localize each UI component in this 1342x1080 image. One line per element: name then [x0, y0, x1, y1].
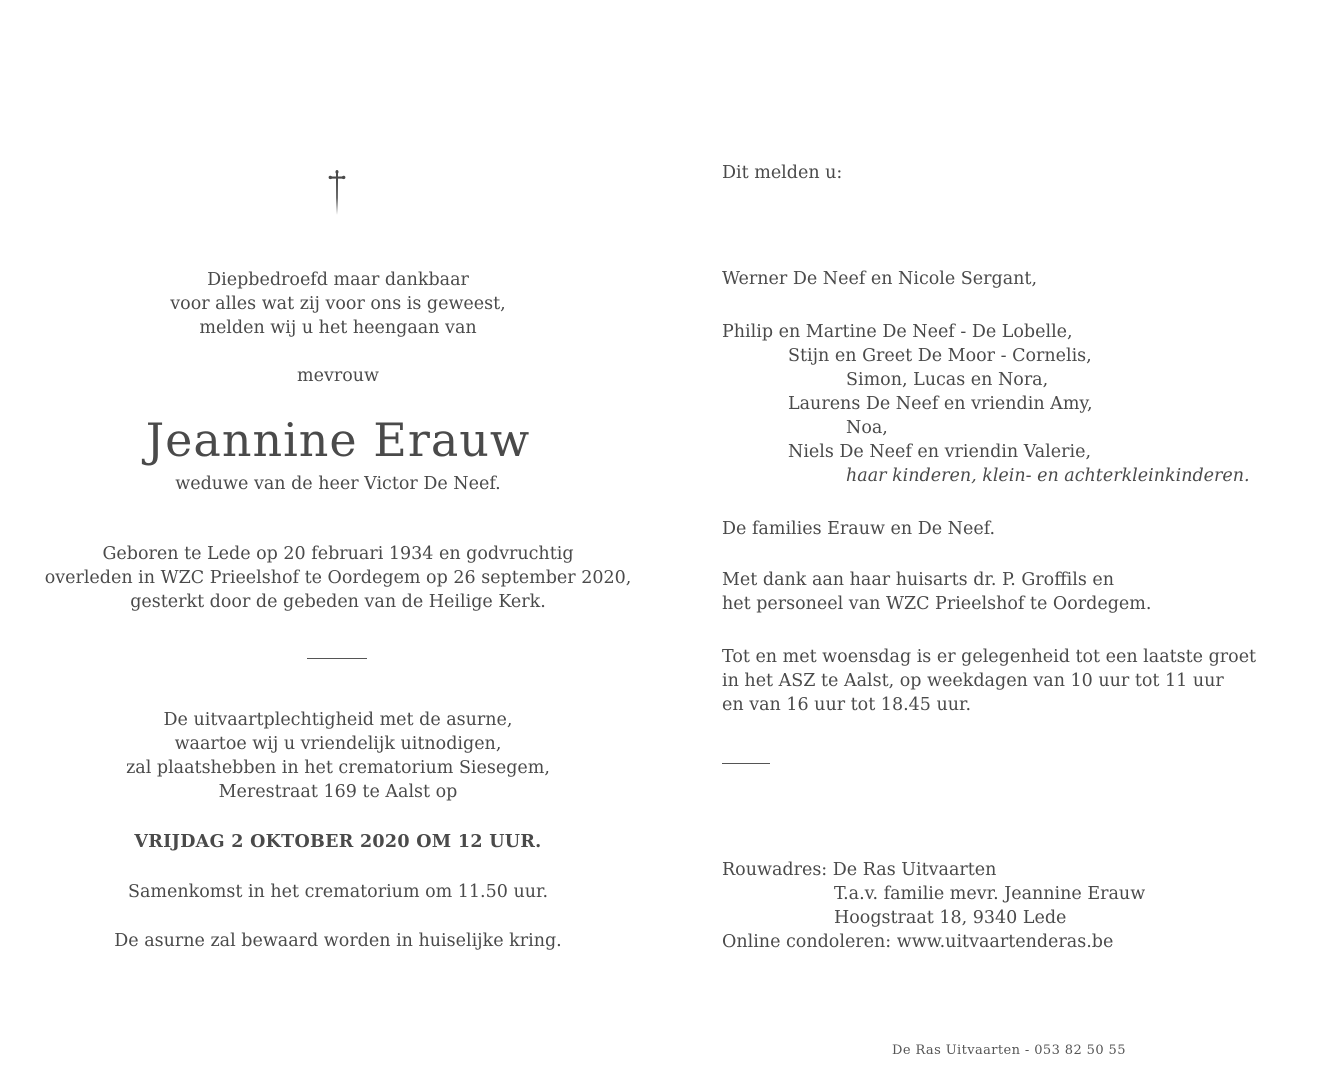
intro-line: voor alles wat zij voor ons is geweest, — [170, 294, 506, 314]
birth-line: gesterkt door de gebeden van de Heilige Kerk. — [130, 592, 546, 612]
divider-left — [307, 658, 367, 659]
announcer-line: Werner De Neef en Nicole Sergant, — [722, 269, 1038, 289]
visit-line: Tot en met woensdag is er gelegenheid tot een laatste groet — [722, 647, 1257, 667]
urn-line: De asurne zal bewaard worden in huiselijke kring. — [114, 931, 562, 951]
visit-line: in het ASZ te Aalst, op weekdagen van 10 uur tot 11 uur — [722, 671, 1224, 691]
online-condolence-line: Online condoleren: www.uitvaartenderas.be — [722, 932, 1114, 952]
thanks-block — [722, 568, 1332, 616]
families-line: De families Erauw en De Neef. — [722, 519, 996, 539]
address-street: Hoogstraat 18, 9340 Lede — [834, 908, 1067, 928]
announcers-heading: Dit melden u: — [722, 163, 843, 183]
family-line: Philip en Martine De Neef - De Lobelle, — [722, 322, 1073, 342]
divider-right — [722, 763, 770, 764]
family-line: Laurens De Neef en vriendin Amy, — [788, 394, 1093, 414]
title-mevrouw: mevrouw — [297, 366, 379, 386]
family-line: Noa, — [846, 418, 888, 438]
thanks-line: het personeel van WZC Prieelshof te Oordegem. — [722, 594, 1152, 614]
family-line: Niels De Neef en vriendin Valerie, — [788, 442, 1092, 462]
visit-line: en van 16 uur tot 18.45 uur. — [722, 695, 972, 715]
ceremony-line: waartoe wij u vriendelijk uitnodigen, — [174, 734, 502, 754]
family-line: Stijn en Greet De Moor - Cornelis, — [788, 346, 1092, 366]
cross-icon — [320, 168, 354, 218]
birth-line: overleden in WZC Prieelshof te Oordegem op 26 september 2020, — [44, 568, 632, 588]
birth-block — [0, 542, 676, 614]
footer-contact: De Ras Uitvaarten - 053 82 50 55 — [892, 1043, 1126, 1058]
ceremony-date: VRIJDAG 2 OKTOBER 2020 OM 12 UUR. — [134, 832, 542, 852]
family-line: Simon, Lucas en Nora, — [846, 370, 1049, 390]
ceremony-line: Merestraat 169 te Aalst op — [218, 782, 458, 802]
birth-line: Geboren te Lede op 20 februari 1934 en godvruchtig — [102, 544, 574, 564]
deceased-name: Jeannine Erauw — [145, 413, 531, 467]
address-block — [722, 858, 1332, 954]
address-attention: T.a.v. familie mevr. Jeannine Erauw — [834, 884, 1146, 904]
family-summary: haar kinderen, klein- en achterkleinkinderen. — [846, 466, 1250, 486]
ceremony-line: De uitvaartplechtigheid met de asurne, — [163, 710, 513, 730]
widow-line: weduwe van de heer Victor De Neef. — [175, 474, 501, 494]
intro-block — [0, 268, 676, 340]
thanks-line: Met dank aan haar huisarts dr. P. Groffils en — [722, 570, 1115, 590]
intro-line: melden wij u het heengaan van — [199, 318, 477, 338]
ceremony-block — [0, 708, 676, 804]
gathering-line: Samenkomst in het crematorium om 11.50 uur. — [127, 882, 549, 902]
intro-line: Diepbedroefd maar dankbaar — [207, 270, 469, 290]
address-label: Rouwadres: De Ras Uitvaarten — [722, 860, 997, 880]
family-list — [722, 320, 1332, 488]
visit-block — [722, 645, 1332, 717]
ceremony-line: zal plaatshebben in het crematorium Siesegem, — [126, 758, 550, 778]
